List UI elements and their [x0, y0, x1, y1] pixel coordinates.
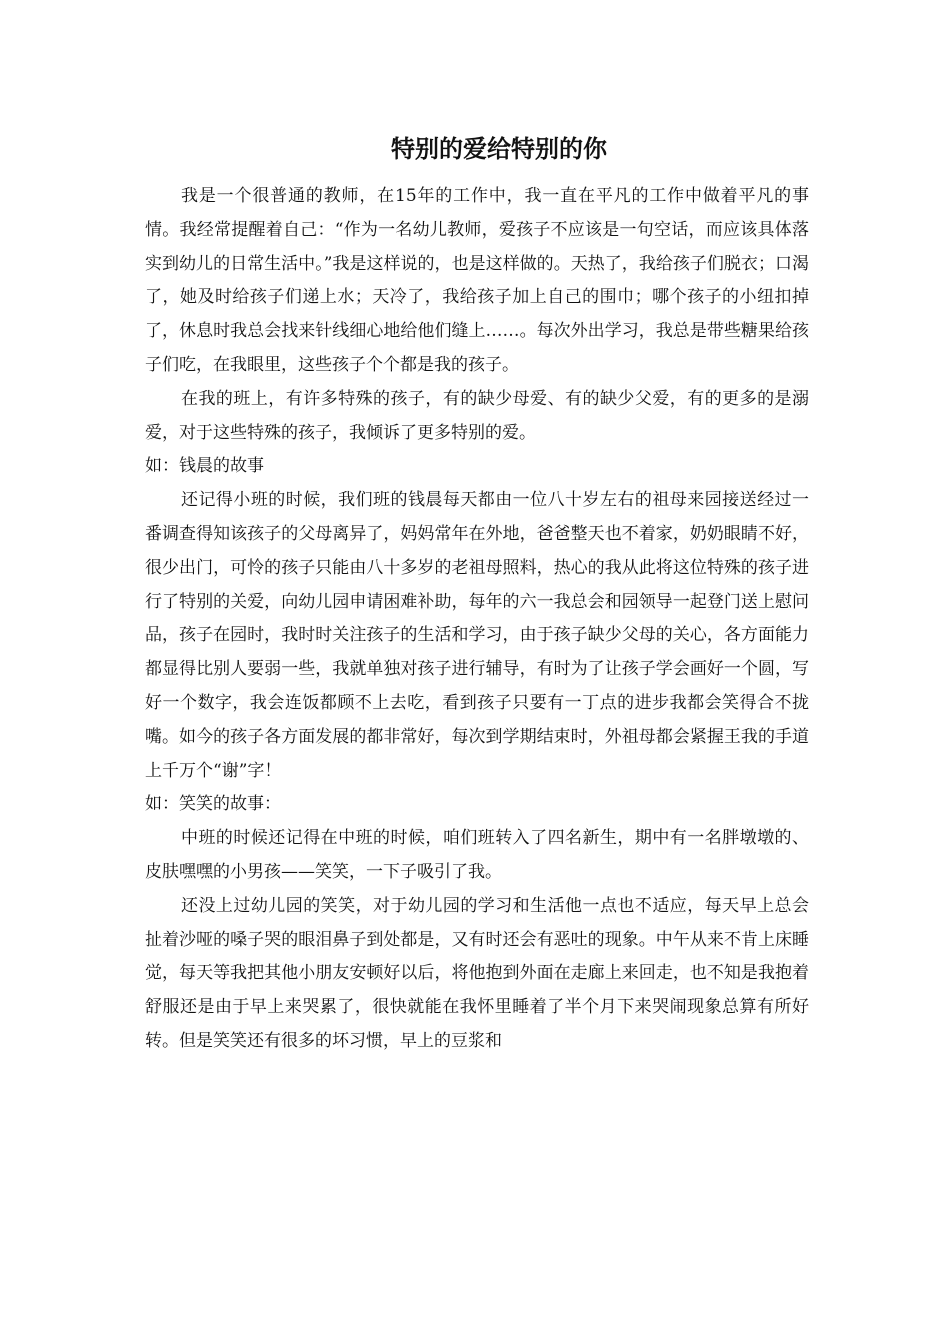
document-body — [145, 180, 809, 1059]
paragraph: 在我的班上，有许多特殊的孩子，有的缺少母爱、有的缺少父爱，有的更多的是溺爱，对于这些特殊的孩子，我倾诉了更多特别的爱。 — [145, 388, 809, 443]
paragraph: 还记得小班的时候，我们班的钱晨每天都由一位八十岁左右的祖母来园接送经过一番调查得知该孩子的父母离异了，妈妈常年在外地，爸爸整天也不着家，奶奶眼睛不好，很少出门，可怜的孩子只能由八十多岁的老祖母照料，热心的我从此将这位特殊的孩子进行了特别的关爱，向幼儿园申请困难补助，每年的六一我总会和园领导一起登门送上慰问品，孩子在园时，我时时关注孩子的生活和学习，由于孩子缺少父母的关心，各方面能力都显得比别人要弱一些，我就单独对孩子进行辅导，有时为了让孩子学会画好一个圆，写好一个数字，我会连饭都顾不上去吃，看到孩子只要有一丁点的进步我都会笑得合不拢嘴。如今的孩子各方面发展的都非常好，每次到学期结束时，外祖母都会紧握王我的手道上千万个“谢”字！ — [145, 490, 809, 781]
paragraph: 中班的时候还记得在中班的时候，咱们班转入了四名新生，期中有一名胖墩墩的、皮肤嘿嘿的小男孩——笑笑，一下子吸引了我。 — [145, 828, 809, 882]
paragraph: 还没上过幼儿园的笑笑，对于幼儿园的学习和生活他一点也不适应，每天早上总会扯着沙哑的嗓子哭的眼泪鼻子到处都是，又有时还会有恶吐的现象。中午从来不肯上床睡觉，每天等我把其他小朋友安顿好以后，将他抱到外面在走廊上来回走，也不知是我抱着舒服还是由于早上来哭累了，很快就能在我怀里睡着了半个月下来哭闹现象总算有所好转。但是笑笑还有很多的坏习惯，早上的豆浆和 — [145, 895, 809, 1051]
paragraph: 我是一个很普通的教师，在15年的工作中，我一直在平凡的工作中做着平凡的事情。我经常提醒着自己：“作为一名幼儿教师，爱孩子不应该是一句空话，而应该具体落实到幼儿的日常生活中。”我是这样说的，也是这样做的。天热了，我给孩子们脱衣；口渴了，她及时给孩子们递上水；天冷了，我给孩子加上自己的围巾；哪个孩子的小纽扣掉了，休息时我总会找来针线细心地给他们缝上……。每次外出学习，我总是带些糖果给孩子们吃，在我眼里，这些孩子个个都是我的孩子。 — [145, 186, 809, 375]
story-heading: 如：笑笑的故事： — [145, 794, 281, 815]
document-title: 特别的爱给特别的你 — [391, 135, 607, 163]
story-heading: 如：钱晨的故事 — [145, 456, 264, 477]
